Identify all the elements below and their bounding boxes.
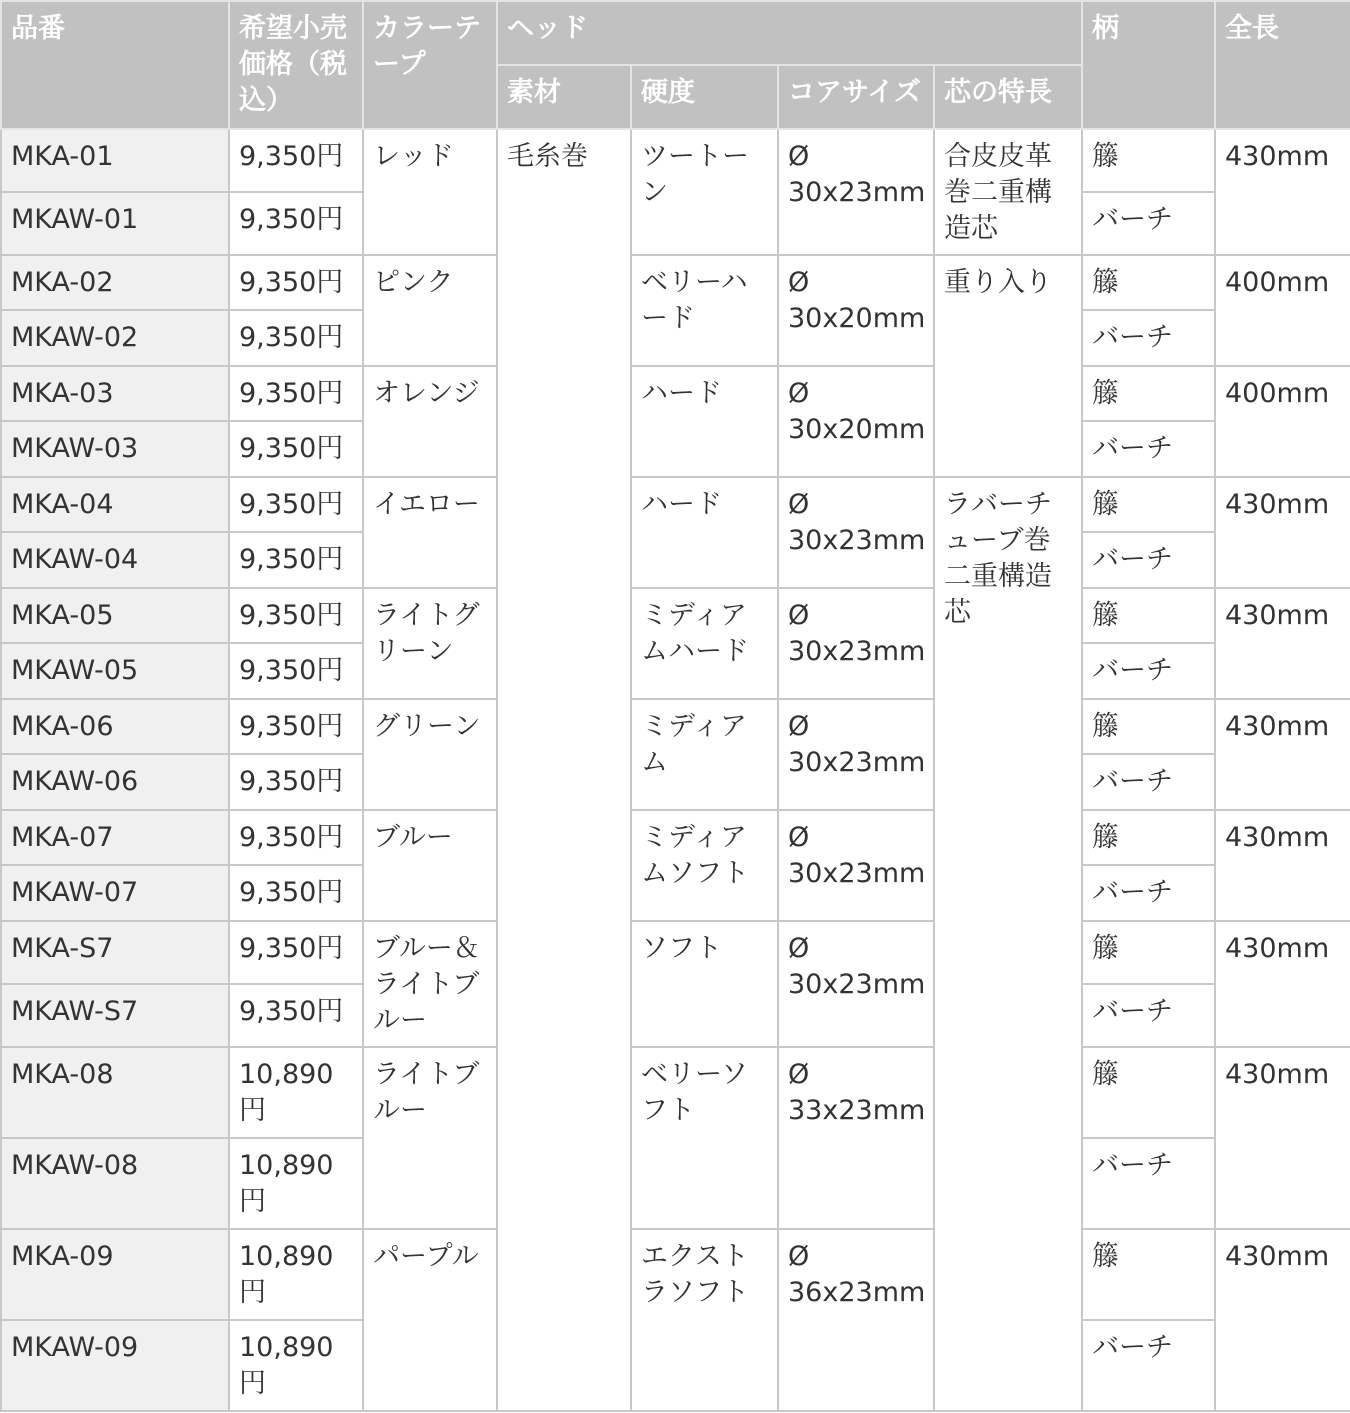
cell-code: MKA-07 [1, 810, 229, 865]
cell-price: 9,350円 [229, 984, 363, 1047]
cell-handle: バーチ [1082, 310, 1215, 366]
table-body [1, 129, 1350, 1411]
cell-price: 9,350円 [229, 865, 363, 921]
cell-price: 9,350円 [229, 588, 363, 643]
cell-code: MKAW-S7 [1, 984, 229, 1047]
cell-hardness: ミディアムソフト [631, 810, 778, 921]
cell-core-size: Ø 33x23mm [778, 1047, 934, 1229]
cell-handle: バーチ [1082, 532, 1215, 588]
table-row [1, 477, 1350, 532]
cell-length: 400mm [1215, 255, 1350, 366]
cell-core-size: Ø 30x20mm [778, 366, 934, 477]
cell-code: MKAW-06 [1, 754, 229, 810]
table-row [1, 921, 1350, 984]
cell-code: MKA-05 [1, 588, 229, 643]
cell-code: MKA-S7 [1, 921, 229, 984]
cell-color-tape: グリーン [363, 699, 497, 810]
cell-color-tape: レッド [363, 129, 497, 255]
cell-core-size: Ø 30x23mm [778, 810, 934, 921]
cell-handle: 籐 [1082, 477, 1215, 532]
cell-price: 9,350円 [229, 921, 363, 984]
cell-handle: 籐 [1082, 366, 1215, 421]
cell-hardness: ハード [631, 366, 778, 477]
cell-hardness: ハード [631, 477, 778, 588]
cell-code: MKA-03 [1, 366, 229, 421]
cell-handle: バーチ [1082, 1138, 1215, 1229]
cell-handle: バーチ [1082, 421, 1215, 477]
cell-price: 9,350円 [229, 754, 363, 810]
header-price: 希望小売価格（税込） [229, 1, 363, 129]
cell-color-tape: ライトグリーン [363, 588, 497, 699]
cell-length: 400mm [1215, 366, 1350, 477]
table-row [1, 810, 1350, 865]
header-length: 全長 [1215, 1, 1350, 129]
header-head: ヘッド [497, 1, 1082, 65]
cell-color-tape: イエロー [363, 477, 497, 588]
cell-price: 10,890円 [229, 1138, 363, 1229]
cell-core-size: Ø 30x20mm [778, 255, 934, 366]
cell-price: 10,890円 [229, 1047, 363, 1138]
cell-length: 430mm [1215, 588, 1350, 699]
cell-code: MKA-08 [1, 1047, 229, 1138]
header-code: 品番 [1, 1, 229, 129]
cell-code: MKA-06 [1, 699, 229, 754]
cell-core-size: Ø 30x23mm [778, 699, 934, 810]
cell-hardness: ミディアムハード [631, 588, 778, 699]
cell-hardness: ベリーハード [631, 255, 778, 366]
cell-handle: 籐 [1082, 699, 1215, 754]
cell-price: 9,350円 [229, 643, 363, 699]
cell-core-size: Ø 30x23mm [778, 588, 934, 699]
cell-handle: バーチ [1082, 984, 1215, 1047]
cell-length: 430mm [1215, 1047, 1350, 1229]
cell-price: 9,350円 [229, 810, 363, 865]
cell-core-feature: 合皮皮革巻二重構造芯 [934, 129, 1082, 255]
cell-code: MKA-01 [1, 129, 229, 192]
cell-price: 9,350円 [229, 255, 363, 310]
cell-code: MKAW-05 [1, 643, 229, 699]
header-core-size: コアサイズ [778, 65, 934, 129]
header-hardness: 硬度 [631, 65, 778, 129]
cell-handle: バーチ [1082, 865, 1215, 921]
cell-core-size: Ø 30x23mm [778, 921, 934, 1047]
cell-hardness: ソフト [631, 921, 778, 1047]
cell-length: 430mm [1215, 699, 1350, 810]
cell-color-tape: パープル [363, 1229, 497, 1411]
header-color-tape: カラーテープ [363, 1, 497, 129]
cell-color-tape: オレンジ [363, 366, 497, 477]
table-row [1, 366, 1350, 421]
cell-code: MKA-09 [1, 1229, 229, 1320]
cell-length: 430mm [1215, 129, 1350, 255]
cell-code: MKAW-08 [1, 1138, 229, 1229]
cell-core-feature: ラバーチューブ巻二重構造芯 [934, 477, 1082, 1411]
cell-handle: 籐 [1082, 129, 1215, 192]
cell-color-tape: ブルー＆ライトブルー [363, 921, 497, 1047]
cell-length: 430mm [1215, 477, 1350, 588]
cell-price: 9,350円 [229, 477, 363, 532]
cell-price: 9,350円 [229, 310, 363, 366]
cell-core-size: Ø 30x23mm [778, 477, 934, 588]
cell-color-tape: ブルー [363, 810, 497, 921]
cell-price: 9,350円 [229, 421, 363, 477]
cell-code: MKAW-09 [1, 1320, 229, 1411]
cell-length: 430mm [1215, 921, 1350, 1047]
cell-handle: 籐 [1082, 1229, 1215, 1320]
cell-core-feature: 重り入り [934, 255, 1082, 477]
cell-core-size: Ø 30x23mm [778, 129, 934, 255]
cell-hardness: エクストラソフト [631, 1229, 778, 1411]
cell-price: 10,890円 [229, 1229, 363, 1320]
cell-core-size: Ø 36x23mm [778, 1229, 934, 1411]
table-header [1, 1, 1350, 129]
cell-code: MKA-02 [1, 255, 229, 310]
table-row [1, 699, 1350, 754]
cell-code: MKAW-03 [1, 421, 229, 477]
cell-handle: 籐 [1082, 1047, 1215, 1138]
table-row [1, 255, 1350, 310]
cell-code: MKAW-07 [1, 865, 229, 921]
table-row [1, 1047, 1350, 1138]
cell-handle: バーチ [1082, 192, 1215, 255]
cell-handle: バーチ [1082, 643, 1215, 699]
cell-length: 430mm [1215, 1229, 1350, 1411]
cell-code: MKAW-04 [1, 532, 229, 588]
cell-length: 430mm [1215, 810, 1350, 921]
cell-price: 9,350円 [229, 192, 363, 255]
cell-price: 10,890円 [229, 1320, 363, 1411]
cell-code: MKAW-02 [1, 310, 229, 366]
cell-price: 9,350円 [229, 532, 363, 588]
cell-handle: 籐 [1082, 588, 1215, 643]
cell-price: 9,350円 [229, 699, 363, 754]
cell-code: MKA-04 [1, 477, 229, 532]
cell-code: MKAW-01 [1, 192, 229, 255]
cell-handle: 籐 [1082, 810, 1215, 865]
cell-hardness: ベリーソフト [631, 1047, 778, 1229]
cell-price: 9,350円 [229, 129, 363, 192]
table-row [1, 129, 1350, 192]
cell-material: 毛糸巻 [497, 129, 631, 1411]
cell-color-tape: ピンク [363, 255, 497, 366]
cell-handle: 籐 [1082, 255, 1215, 310]
cell-hardness: ツートーン [631, 129, 778, 255]
cell-price: 9,350円 [229, 366, 363, 421]
cell-handle: バーチ [1082, 754, 1215, 810]
cell-color-tape: ライトブルー [363, 1047, 497, 1229]
header-material: 素材 [497, 65, 631, 129]
table-row [1, 588, 1350, 643]
cell-handle: バーチ [1082, 1320, 1215, 1411]
cell-handle: 籐 [1082, 921, 1215, 984]
header-handle: 柄 [1082, 1, 1215, 129]
table-row [1, 1229, 1350, 1320]
header-core-feature: 芯の特長 [934, 65, 1082, 129]
cell-hardness: ミディアム [631, 699, 778, 810]
